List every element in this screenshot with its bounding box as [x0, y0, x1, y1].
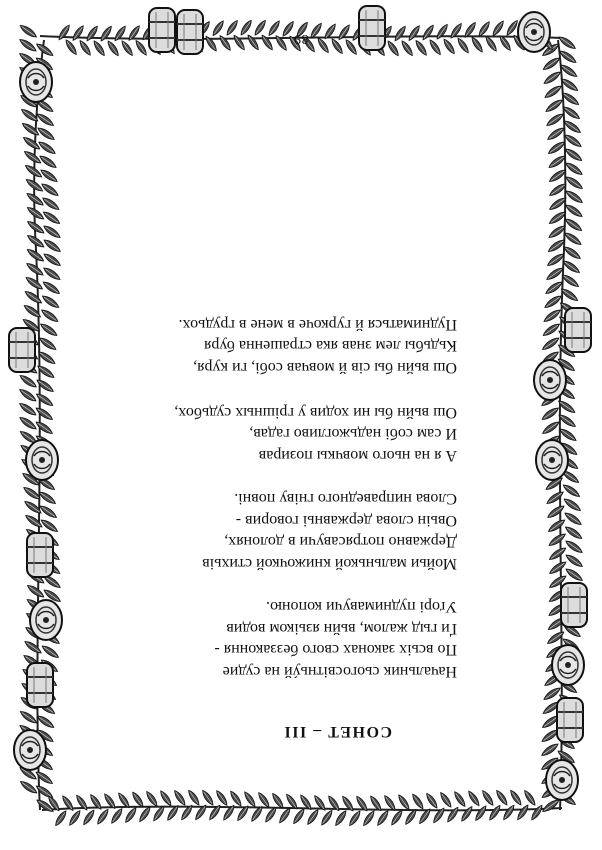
laurel-leaf: [473, 804, 488, 822]
laurel-leaf: [242, 790, 257, 808]
laurel-leaf: [38, 154, 58, 170]
bead-ornament: [14, 730, 46, 770]
laurel-leaf: [113, 25, 128, 43]
laurel-leaf: [35, 112, 55, 128]
laurel-leaf: [67, 809, 82, 827]
laurel-leaf: [428, 38, 443, 56]
laurel-leaf: [18, 387, 38, 403]
laurel-leaf: [99, 25, 114, 43]
bead-ornament: [534, 360, 566, 400]
laurel-leaf: [542, 70, 562, 86]
laurel-leaf: [92, 39, 107, 57]
cylinder-bead-ornament: [565, 308, 591, 352]
laurel-leaf: [557, 35, 577, 51]
laurel-leaf: [42, 252, 62, 268]
poem-line: Мойьи мальнькой книжочкой стихьів: [202, 555, 457, 572]
laurel-leaf: [64, 38, 79, 56]
laurel-leaf: [522, 789, 537, 807]
laurel-leaf: [431, 807, 446, 825]
laurel-leaf: [24, 513, 44, 529]
laurel-leaf: [40, 308, 60, 324]
laurel-leaf: [200, 789, 215, 807]
bead-ornament: [518, 12, 550, 52]
poem-line: Слова ниправедного гніву повні.: [234, 490, 457, 508]
poem-title: СОНЕТ – III: [283, 723, 392, 740]
laurel-leaf: [232, 34, 247, 52]
left-leaf-garland: [540, 35, 584, 814]
laurel-leaf: [18, 401, 38, 417]
laurel-leaf: [42, 224, 62, 240]
laurel-leaf: [445, 806, 460, 824]
laurel-leaf: [130, 791, 145, 809]
cylinder-bead-ornament: [27, 533, 53, 577]
laurel-leaf: [39, 168, 59, 184]
laurel-leaf: [186, 789, 201, 807]
laurel-leaf: [541, 336, 561, 352]
laurel-leaf: [316, 36, 331, 54]
laurel-leaf: [19, 779, 39, 795]
laurel-leaf: [407, 24, 422, 42]
laurel-leaf: [23, 149, 43, 165]
laurel-leaf: [508, 789, 523, 807]
laurel-leaf: [81, 808, 96, 826]
laurel-leaf: [25, 261, 45, 277]
bead-ornament: [546, 760, 578, 800]
laurel-leaf: [563, 231, 583, 247]
laurel-leaf: [442, 38, 457, 56]
laurel-leaf: [41, 280, 61, 296]
laurel-leaf: [494, 789, 509, 807]
bead-ornament: [536, 440, 568, 480]
laurel-leaf: [438, 791, 453, 809]
laurel-leaf: [558, 427, 578, 443]
laurel-leaf: [35, 42, 55, 58]
laurel-leaf: [548, 560, 568, 576]
bead-ornament: [20, 62, 52, 102]
laurel-leaf: [120, 39, 135, 57]
laurel-leaf: [547, 532, 567, 548]
cylinder-bead-ornament: [177, 10, 203, 54]
laurel-leaf: [564, 217, 584, 233]
bead-ornament: [26, 440, 58, 480]
laurel-leaf: [389, 809, 404, 827]
stanza-3: [174, 402, 457, 467]
cylinder-bead-ornament: [359, 6, 385, 50]
laurel-leaf: [547, 154, 567, 170]
laurel-leaf: [540, 406, 560, 422]
laurel-leaf: [42, 210, 62, 226]
laurel-leaf: [26, 583, 46, 599]
laurel-leaf: [421, 24, 436, 42]
laurel-leaf: [123, 806, 138, 824]
cylinder-bead-ornament: [9, 328, 35, 372]
laurel-leaf: [42, 238, 62, 254]
laurel-leaf: [23, 289, 43, 305]
laurel-leaf: [109, 807, 124, 825]
laurel-leaf: [34, 406, 54, 422]
cylinder-bead-ornament: [557, 698, 583, 742]
laurel-leaf: [564, 525, 584, 541]
poem-line: Ґи гыд жалом, вьйн язьіком водив: [226, 620, 457, 637]
laurel-leaf: [204, 35, 219, 53]
laurel-leaf: [435, 23, 450, 41]
laurel-leaf: [39, 518, 59, 534]
laurel-leaf: [267, 19, 282, 37]
laurel-leaf: [260, 34, 275, 52]
laurel-leaf: [563, 133, 583, 149]
poem-line: Кьдьбы лем знав яка страшенна буря: [204, 337, 457, 355]
laurel-leaf: [562, 245, 582, 261]
laurel-leaf: [158, 789, 173, 807]
laurel-leaf: [564, 189, 584, 205]
laurel-leaf: [477, 20, 492, 38]
laurel-leaf: [214, 789, 229, 807]
laurel-leaf: [515, 803, 530, 821]
laurel-leaf: [18, 37, 38, 53]
stanza-4: [179, 314, 457, 379]
laurel-leaf: [225, 19, 240, 37]
laurel-leaf: [564, 539, 584, 555]
laurel-leaf: [561, 259, 581, 275]
laurel-leaf: [37, 140, 57, 156]
laurel-leaf: [542, 56, 562, 72]
laurel-leaf: [564, 161, 584, 177]
poem-line: А я на нього мовчкы позирав: [258, 447, 457, 464]
laurel-leaf: [414, 39, 429, 57]
laurel-leaf: [529, 804, 544, 822]
laurel-leaf: [563, 511, 583, 527]
laurel-leaf: [34, 770, 54, 786]
poem-line: Начальник сьогосвітньýй на судие: [222, 663, 457, 680]
laurel-leaf: [393, 25, 408, 43]
laurel-leaf: [544, 98, 564, 114]
laurel-leaf: [291, 807, 306, 825]
laurel-leaf: [564, 203, 584, 219]
poem-line: Державно потрясавучи в долонях,: [224, 533, 457, 551]
poem-line: Уґорі пуднимавучи копоню.: [266, 598, 457, 616]
laurel-leaf: [396, 793, 411, 811]
laurel-leaf: [253, 19, 268, 37]
laurel-leaf: [39, 322, 59, 338]
laurel-leaf: [37, 490, 57, 506]
laurel-leaf: [375, 809, 390, 827]
laurel-leaf: [452, 790, 467, 808]
laurel-leaf: [546, 504, 566, 520]
laurel-leaf: [347, 809, 362, 827]
laurel-leaf: [18, 23, 38, 39]
laurel-leaf: [23, 639, 43, 655]
laurel-leaf: [38, 336, 58, 352]
laurel-leaf: [274, 34, 289, 52]
laurel-leaf: [71, 24, 86, 42]
laurel-leaf: [564, 553, 584, 569]
laurel-leaf: [21, 121, 41, 137]
laurel-leaf: [542, 308, 562, 324]
laurel-leaf: [38, 504, 58, 520]
laurel-leaf: [319, 809, 334, 827]
laurel-leaf: [256, 791, 271, 809]
laurel-leaf: [540, 742, 560, 758]
laurel-leaf: [564, 175, 584, 191]
laurel-leaf: [564, 147, 584, 163]
laurel-leaf: [543, 84, 563, 100]
bead-ornament: [552, 645, 584, 685]
laurel-leaf: [35, 378, 55, 394]
laurel-leaf: [400, 39, 415, 57]
laurel-leaf: [106, 39, 121, 57]
laurel-leaf: [541, 420, 561, 436]
laurel-leaf: [41, 294, 61, 310]
laurel-leaf: [424, 792, 439, 810]
laurel-leaf: [564, 567, 584, 583]
laurel-leaf: [36, 714, 56, 730]
poem-line: Ош вьйн бы ни ходив у грішных судьбох,: [174, 404, 457, 421]
laurel-leaf: [337, 23, 352, 41]
laurel-leaf: [546, 126, 566, 142]
laurel-leaf: [218, 34, 233, 52]
laurel-leaf: [18, 373, 38, 389]
laurel-leaf: [480, 789, 495, 807]
laurel-leaf: [144, 790, 159, 808]
laurel-leaf: [53, 809, 68, 827]
laurel-leaf: [333, 809, 348, 827]
laurel-leaf: [547, 518, 567, 534]
laurel-leaf: [547, 140, 567, 156]
laurel-leaf: [246, 33, 261, 51]
page-number: 89: [293, 31, 309, 46]
laurel-leaf: [57, 24, 72, 42]
stanza-2: [202, 488, 457, 574]
laurel-leaf: [35, 392, 55, 408]
laurel-leaf: [305, 808, 320, 826]
laurel-leaf: [42, 266, 62, 282]
laurel-leaf: [545, 490, 565, 506]
laurel-leaf: [40, 644, 60, 660]
poem-line: И сам собі надьжогливо гадав,: [249, 425, 457, 443]
laurel-leaf: [562, 483, 582, 499]
cylinder-bead-ornament: [27, 663, 53, 707]
laurel-leaf: [543, 294, 563, 310]
laurel-leaf: [545, 112, 565, 128]
laurel-leaf: [211, 19, 226, 37]
laurel-leaf: [330, 37, 345, 55]
laurel-leaf: [22, 135, 42, 151]
laurel-leaf: [228, 790, 243, 808]
laurel-leaf: [487, 804, 502, 822]
laurel-leaf: [18, 415, 38, 431]
poem-line: По всьіх законах свого беззаконня -: [214, 641, 457, 659]
poem-line: Пудниматься й гуркоче в мене в грудьох.: [178, 316, 457, 333]
laurel-leaf: [546, 630, 566, 646]
laurel-leaf: [361, 809, 376, 827]
laurel-leaf: [134, 39, 149, 57]
laurel-leaf: [137, 805, 152, 823]
laurel-leaf: [410, 793, 425, 811]
laurel-leaf: [562, 497, 582, 513]
laurel-leaf: [344, 38, 359, 56]
left-vine: [558, 40, 565, 810]
laurel-leaf: [470, 36, 485, 54]
laurel-leaf: [19, 709, 39, 725]
cylinder-bead-ornament: [561, 583, 587, 627]
laurel-leaf: [456, 37, 471, 55]
laurel-leaf: [386, 39, 401, 57]
laurel-leaf: [459, 805, 474, 823]
laurel-leaf: [277, 807, 292, 825]
laurel-leaf: [95, 808, 110, 826]
laurel-leaf: [466, 790, 481, 808]
laurel-leaf: [41, 196, 61, 212]
poem-line: Овьін слова державньі говорив -: [235, 512, 457, 529]
laurel-leaf: [34, 420, 54, 436]
laurel-leaf: [239, 19, 254, 37]
laurel-leaf: [541, 322, 561, 338]
bead-ornament: [30, 600, 62, 640]
laurel-leaf: [172, 789, 187, 807]
laurel-leaf: [85, 25, 100, 43]
cylinder-bead-ornament: [149, 8, 175, 52]
laurel-leaf: [78, 39, 93, 57]
poem-line: Ош вьйн бы сів й мовчав собі, ги куря,: [193, 359, 457, 376]
laurel-leaf: [544, 280, 564, 296]
laurel-leaf: [40, 182, 60, 198]
laurel-leaf: [24, 275, 44, 291]
laurel-leaf: [501, 804, 516, 822]
stanza-1: [214, 596, 457, 682]
laurel-leaf: [548, 546, 568, 562]
laurel-leaf: [36, 126, 56, 142]
laurel-leaf: [491, 19, 506, 37]
